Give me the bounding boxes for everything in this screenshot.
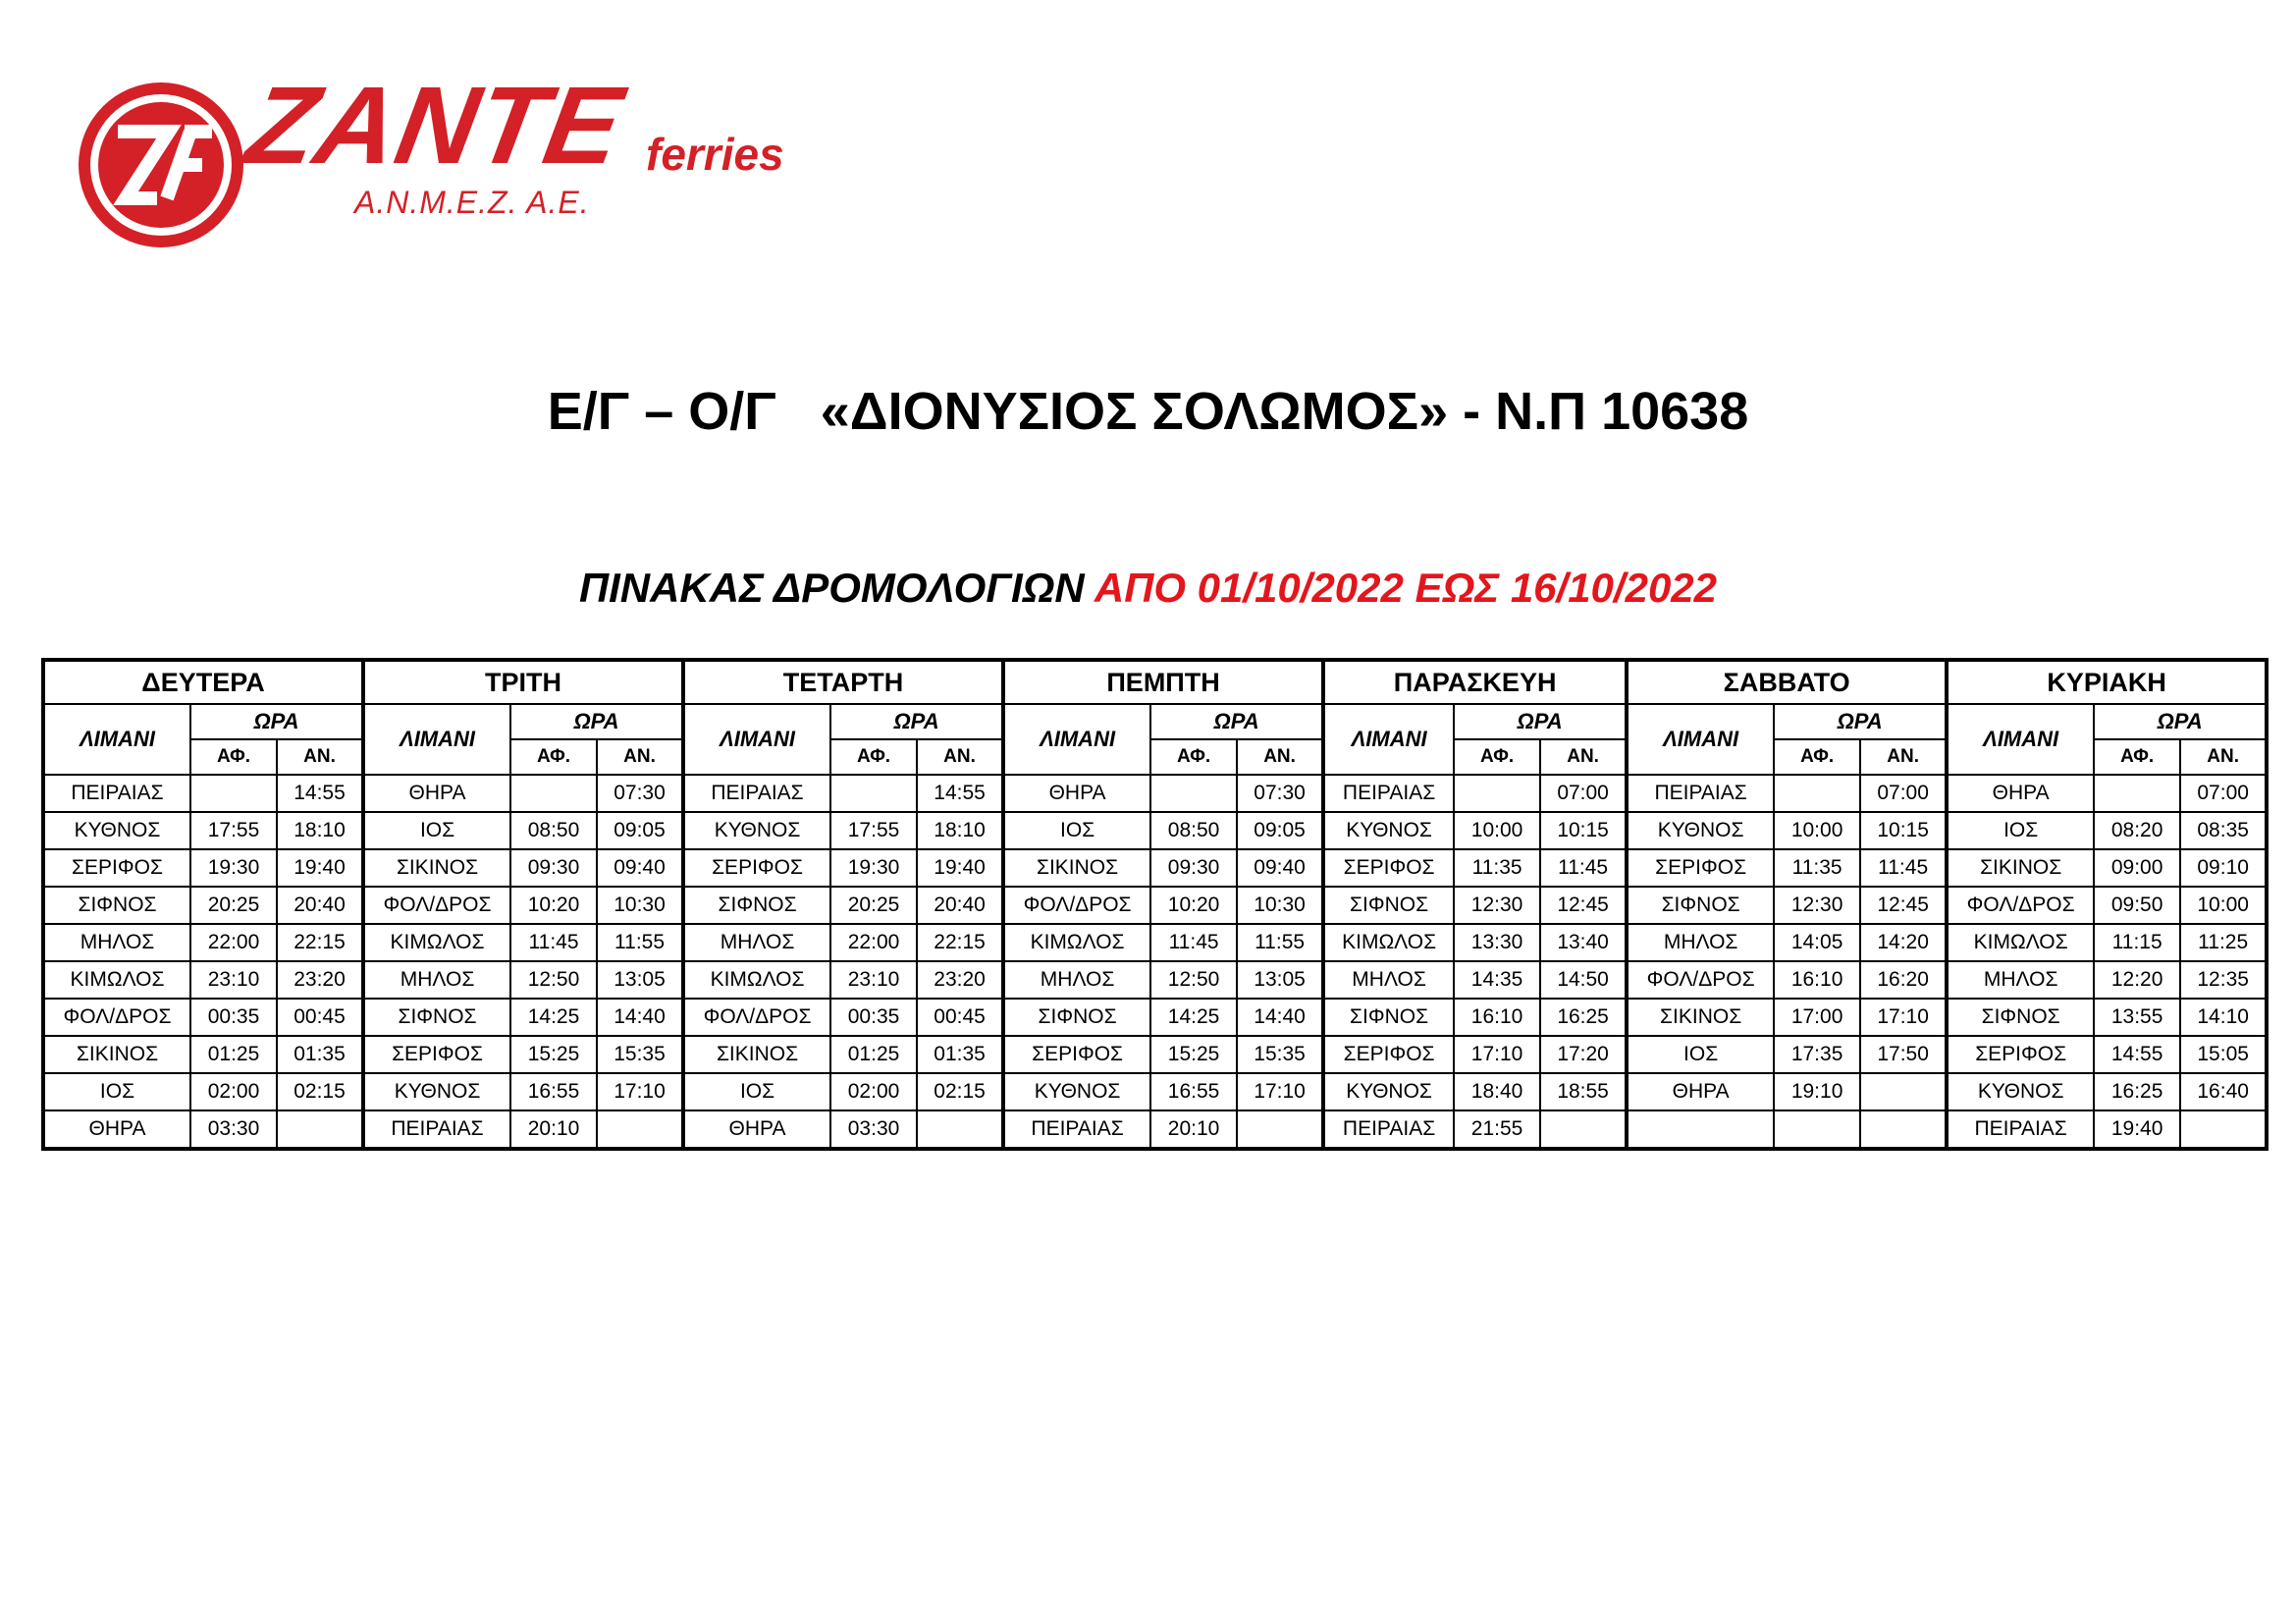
departure-cell: 16:55 <box>510 1073 597 1110</box>
departure-cell: 11:35 <box>1774 849 1860 887</box>
arrival-cell: 11:45 <box>1540 849 1627 887</box>
departure-cell: 17:10 <box>1454 1036 1540 1073</box>
arrival-cell: 11:25 <box>2180 924 2267 961</box>
arrival-cell: 07:30 <box>597 775 683 812</box>
arrival-cell: 11:55 <box>1237 924 1323 961</box>
arrival-cell: 23:20 <box>917 961 1003 999</box>
port-cell: ΠΕΙΡΑΙΑΣ <box>1323 1110 1454 1149</box>
zante-ferries-logo <box>75 64 840 255</box>
departure-cell <box>190 775 277 812</box>
arrival-cell: 20:40 <box>917 887 1003 924</box>
port-cell: ΣΕΡΙΦΟΣ <box>363 1036 510 1073</box>
arrival-cell: 10:15 <box>1860 812 1947 849</box>
table-row <box>43 887 2267 924</box>
arrival-cell: 08:35 <box>2180 812 2267 849</box>
arrival-cell: 15:35 <box>1237 1036 1323 1073</box>
departure-cell: 11:45 <box>1150 924 1237 961</box>
days-header-row <box>43 660 2267 704</box>
departure-cell: 20:25 <box>190 887 277 924</box>
arrival-cell: 02:15 <box>277 1073 363 1110</box>
arrival-cell <box>2180 1110 2267 1149</box>
port-cell: ΙΟΣ <box>1947 812 2094 849</box>
arrival-cell: 13:05 <box>1237 961 1323 999</box>
port-cell: ΘΗΡΑ <box>43 1110 190 1149</box>
port-cell: ΘΗΡΑ <box>363 775 510 812</box>
arrival-header: ΑΝ. <box>2180 739 2267 775</box>
arrival-cell <box>1860 1073 1947 1110</box>
arrival-cell: 12:45 <box>1540 887 1627 924</box>
port-cell: ΚΙΜΩΛΟΣ <box>43 961 190 999</box>
port-cell: ΜΗΛΟΣ <box>1323 961 1454 999</box>
arrival-cell: 16:25 <box>1540 999 1627 1036</box>
port-cell: ΣΙΦΝΟΣ <box>1003 999 1150 1036</box>
logo-wordmark: ZANTE <box>239 64 632 187</box>
departure-cell: 11:35 <box>1454 849 1540 887</box>
port-cell: ΚΥΘΝΟΣ <box>1003 1073 1150 1110</box>
departure-cell: 14:25 <box>1150 999 1237 1036</box>
departure-cell: 00:35 <box>830 999 917 1036</box>
arrival-cell: 13:40 <box>1540 924 1627 961</box>
port-cell: ΙΟΣ <box>1627 1036 1774 1073</box>
departure-cell: 01:25 <box>830 1036 917 1073</box>
departure-cell: 12:50 <box>1150 961 1237 999</box>
arrival-cell: 23:20 <box>277 961 363 999</box>
arrival-header: ΑΝ. <box>597 739 683 775</box>
port-cell: ΘΗΡΑ <box>1627 1073 1774 1110</box>
departure-cell: 17:55 <box>190 812 277 849</box>
time-header: ΩΡΑ <box>1774 704 1947 739</box>
departure-cell: 20:10 <box>510 1110 597 1149</box>
departure-header: ΑΦ. <box>190 739 277 775</box>
arrival-cell: 00:45 <box>917 999 1003 1036</box>
arrival-cell: 16:20 <box>1860 961 1947 999</box>
arrival-cell: 15:35 <box>597 1036 683 1073</box>
page-title: Ε/Γ – Ο/Γ «ΔΙΟΝΥΣΙΟΣ ΣΟΛΩΜΟΣ» - Ν.Π 10638 <box>547 382 1749 441</box>
arrival-cell: 07:00 <box>2180 775 2267 812</box>
port-cell: ΣΙΦΝΟΣ <box>1627 887 1774 924</box>
port-header: ΛΙΜΑΝΙ <box>43 704 190 775</box>
port-cell: ΣΙΚΙΝΟΣ <box>1627 999 1774 1036</box>
departure-cell: 21:55 <box>1454 1110 1540 1149</box>
departure-cell: 09:50 <box>2094 887 2180 924</box>
zf-emblem-icon <box>75 79 247 251</box>
day-header: ΤΕΤΑΡΤΗ <box>683 660 1003 704</box>
port-header: ΛΙΜΑΝΙ <box>1947 704 2094 775</box>
port-cell: ΚΥΘΝΟΣ <box>683 812 830 849</box>
arrival-cell: 14:55 <box>277 775 363 812</box>
departure-cell: 23:10 <box>190 961 277 999</box>
arrival-cell: 10:15 <box>1540 812 1627 849</box>
port-cell: ΦΟΛ/ΔΡΟΣ <box>683 999 830 1036</box>
arrival-cell: 20:40 <box>277 887 363 924</box>
departure-cell: 20:25 <box>830 887 917 924</box>
arrival-header: ΑΝ. <box>1540 739 1627 775</box>
arrival-cell: 14:55 <box>917 775 1003 812</box>
port-cell: ΣΙΦΝΟΣ <box>1323 887 1454 924</box>
port-cell: ΙΟΣ <box>1003 812 1150 849</box>
departure-cell: 09:00 <box>2094 849 2180 887</box>
arrival-cell <box>277 1110 363 1149</box>
arrival-cell: 19:40 <box>277 849 363 887</box>
departure-cell <box>1774 775 1860 812</box>
arrival-cell: 11:45 <box>1860 849 1947 887</box>
arrival-cell: 12:35 <box>2180 961 2267 999</box>
arrival-cell: 14:10 <box>2180 999 2267 1036</box>
port-cell: ΚΥΘΝΟΣ <box>363 1073 510 1110</box>
port-cell: ΙΟΣ <box>43 1073 190 1110</box>
port-cell: ΣΙΦΝΟΣ <box>683 887 830 924</box>
arrival-cell: 07:30 <box>1237 775 1323 812</box>
departure-cell: 01:25 <box>190 1036 277 1073</box>
port-cell: ΣΕΡΙΦΟΣ <box>1323 849 1454 887</box>
day-header: ΔΕΥΤΕΡΑ <box>43 660 363 704</box>
table-row <box>43 849 2267 887</box>
port-cell: ΣΙΦΝΟΣ <box>363 999 510 1036</box>
column-header-row <box>43 704 2267 739</box>
port-cell: ΠΕΙΡΑΙΑΣ <box>1003 1110 1150 1149</box>
departure-cell: 17:35 <box>1774 1036 1860 1073</box>
departure-header: ΑΦ. <box>1454 739 1540 775</box>
departure-cell: 02:00 <box>190 1073 277 1110</box>
arrival-cell: 14:20 <box>1860 924 1947 961</box>
arrival-cell: 17:10 <box>1860 999 1947 1036</box>
arrival-cell: 10:30 <box>1237 887 1323 924</box>
arrival-header: ΑΝ. <box>1237 739 1323 775</box>
departure-cell: 02:00 <box>830 1073 917 1110</box>
departure-cell: 12:20 <box>2094 961 2180 999</box>
port-cell: ΚΥΘΝΟΣ <box>43 812 190 849</box>
departure-cell <box>1774 1110 1860 1149</box>
departure-cell: 08:50 <box>1150 812 1237 849</box>
port-cell: ΘΗΡΑ <box>683 1110 830 1149</box>
departure-cell: 10:00 <box>1774 812 1860 849</box>
port-cell: ΣΙΚΙΝΟΣ <box>1947 849 2094 887</box>
departure-cell: 15:25 <box>1150 1036 1237 1073</box>
port-cell: ΣΕΡΙΦΟΣ <box>1947 1036 2094 1073</box>
arrival-cell: 09:40 <box>1237 849 1323 887</box>
departure-cell: 10:20 <box>510 887 597 924</box>
arrival-cell: 18:10 <box>277 812 363 849</box>
port-cell: ΚΙΜΩΛΟΣ <box>1947 924 2094 961</box>
departure-cell: 03:30 <box>830 1110 917 1149</box>
port-cell: ΣΙΦΝΟΣ <box>1947 999 2094 1036</box>
departure-cell <box>2094 775 2180 812</box>
table-row <box>43 1073 2267 1110</box>
port-header: ΛΙΜΑΝΙ <box>363 704 510 775</box>
port-cell: ΜΗΛΟΣ <box>683 924 830 961</box>
arrival-cell: 02:15 <box>917 1073 1003 1110</box>
port-cell: ΜΗΛΟΣ <box>43 924 190 961</box>
table-row <box>43 999 2267 1036</box>
subtitle-period: ΑΠΟ 01/10/2022 ΕΩΣ 16/10/2022 <box>1094 565 1718 611</box>
departure-cell: 12:30 <box>1454 887 1540 924</box>
port-cell: ΣΕΡΙΦΟΣ <box>1627 849 1774 887</box>
departure-cell: 22:00 <box>190 924 277 961</box>
port-cell: ΣΕΡΙΦΟΣ <box>43 849 190 887</box>
port-cell: ΙΟΣ <box>683 1073 830 1110</box>
departure-cell: 11:15 <box>2094 924 2180 961</box>
departure-cell: 10:20 <box>1150 887 1237 924</box>
arrival-cell: 07:00 <box>1860 775 1947 812</box>
departure-cell: 12:30 <box>1774 887 1860 924</box>
arrival-cell: 18:55 <box>1540 1073 1627 1110</box>
arrival-cell: 07:00 <box>1540 775 1627 812</box>
arrival-cell: 17:10 <box>597 1073 683 1110</box>
time-header: ΩΡΑ <box>510 704 683 739</box>
departure-header: ΑΦ. <box>1150 739 1237 775</box>
table-row <box>43 961 2267 999</box>
port-cell: ΚΙΜΩΛΟΣ <box>1003 924 1150 961</box>
day-header: ΚΥΡΙΑΚΗ <box>1947 660 2267 704</box>
day-header: ΠΕΜΠΤΗ <box>1003 660 1323 704</box>
departure-cell: 18:40 <box>1454 1073 1540 1110</box>
port-cell: ΦΟΛ/ΔΡΟΣ <box>1003 887 1150 924</box>
departure-cell: 03:30 <box>190 1110 277 1149</box>
port-cell: ΦΟΛ/ΔΡΟΣ <box>1627 961 1774 999</box>
day-header: ΠΑΡΑΣΚΕΥΗ <box>1323 660 1627 704</box>
departure-cell: 16:10 <box>1774 961 1860 999</box>
departure-header: ΑΦ. <box>830 739 917 775</box>
port-cell: ΣΙΚΙΝΟΣ <box>683 1036 830 1073</box>
arrival-cell <box>597 1110 683 1149</box>
port-cell: ΣΕΡΙΦΟΣ <box>683 849 830 887</box>
arrival-cell: 10:00 <box>2180 887 2267 924</box>
port-cell: ΚΙΜΩΛΟΣ <box>363 924 510 961</box>
port-cell: ΣΕΡΙΦΟΣ <box>1003 1036 1150 1073</box>
schedule-subtitle <box>0 565 2296 612</box>
arrival-cell: 13:05 <box>597 961 683 999</box>
departure-cell: 10:00 <box>1454 812 1540 849</box>
port-cell: ΙΟΣ <box>363 812 510 849</box>
departure-cell: 13:30 <box>1454 924 1540 961</box>
departure-cell: 13:55 <box>2094 999 2180 1036</box>
departure-cell: 19:40 <box>2094 1110 2180 1149</box>
arrival-cell: 22:15 <box>917 924 1003 961</box>
subtitle-prefix: ΠΙΝΑΚΑΣ ΔΡΟΜΟΛΟΓΙΩΝ <box>578 565 1095 611</box>
arrival-cell: 11:55 <box>597 924 683 961</box>
port-cell: ΜΗΛΟΣ <box>1947 961 2094 999</box>
day-header: ΤΡΙΤΗ <box>363 660 683 704</box>
departure-cell: 22:00 <box>830 924 917 961</box>
departure-cell: 14:25 <box>510 999 597 1036</box>
departure-cell <box>830 775 917 812</box>
departure-header: ΑΦ. <box>1774 739 1860 775</box>
departure-header: ΑΦ. <box>510 739 597 775</box>
schedule-table <box>41 658 2269 1151</box>
arrival-cell: 17:50 <box>1860 1036 1947 1073</box>
port-cell: ΣΙΦΝΟΣ <box>1323 999 1454 1036</box>
arrival-cell: 01:35 <box>917 1036 1003 1073</box>
port-cell: ΘΗΡΑ <box>1947 775 2094 812</box>
port-header: ΛΙΜΑΝΙ <box>1003 704 1150 775</box>
time-header: ΩΡΑ <box>2094 704 2267 739</box>
day-header: ΣΑΒΒΑΤΟ <box>1627 660 1947 704</box>
table-row <box>43 1110 2267 1149</box>
logo-ferries: ferries <box>646 129 784 180</box>
arrival-cell: 09:05 <box>597 812 683 849</box>
departure-header: ΑΦ. <box>2094 739 2180 775</box>
time-header: ΩΡΑ <box>1150 704 1323 739</box>
port-cell: ΠΕΙΡΑΙΑΣ <box>43 775 190 812</box>
table-row <box>43 812 2267 849</box>
departure-cell: 14:05 <box>1774 924 1860 961</box>
arrival-cell: 01:35 <box>277 1036 363 1073</box>
arrival-cell: 14:40 <box>1237 999 1323 1036</box>
port-cell: ΠΕΙΡΑΙΑΣ <box>683 775 830 812</box>
port-cell: ΣΙΚΙΝΟΣ <box>1003 849 1150 887</box>
port-cell: ΚΙΜΩΛΟΣ <box>1323 924 1454 961</box>
port-header: ΛΙΜΑΝΙ <box>683 704 830 775</box>
port-cell: ΠΕΙΡΑΙΑΣ <box>363 1110 510 1149</box>
departure-cell <box>510 775 597 812</box>
departure-cell: 09:30 <box>510 849 597 887</box>
port-cell: ΚΙΜΩΛΟΣ <box>683 961 830 999</box>
arrival-header: ΑΝ. <box>277 739 363 775</box>
time-header: ΩΡΑ <box>830 704 1003 739</box>
arrival-cell: 00:45 <box>277 999 363 1036</box>
port-cell <box>1627 1110 1774 1149</box>
arrival-cell: 10:30 <box>597 887 683 924</box>
arrival-cell: 14:50 <box>1540 961 1627 999</box>
departure-cell: 16:25 <box>2094 1073 2180 1110</box>
port-header: ΛΙΜΑΝΙ <box>1627 704 1774 775</box>
port-cell: ΦΟΛ/ΔΡΟΣ <box>363 887 510 924</box>
departure-cell: 15:25 <box>510 1036 597 1073</box>
port-cell: ΜΗΛΟΣ <box>1627 924 1774 961</box>
port-cell: ΣΙΚΙΝΟΣ <box>43 1036 190 1073</box>
departure-cell: 11:45 <box>510 924 597 961</box>
arrival-cell: 16:40 <box>2180 1073 2267 1110</box>
arrival-cell: 18:10 <box>917 812 1003 849</box>
port-cell: ΠΕΙΡΑΙΑΣ <box>1627 775 1774 812</box>
port-cell: ΠΕΙΡΑΙΑΣ <box>1323 775 1454 812</box>
departure-cell: 08:50 <box>510 812 597 849</box>
departure-cell: 17:00 <box>1774 999 1860 1036</box>
table-row <box>43 775 2267 812</box>
departure-cell: 16:10 <box>1454 999 1540 1036</box>
time-header: ΩΡΑ <box>1454 704 1627 739</box>
port-cell: ΘΗΡΑ <box>1003 775 1150 812</box>
logo-company: Α.Ν.Μ.Ε.Ζ. Α.Ε. <box>354 185 590 220</box>
arrival-cell: 22:15 <box>277 924 363 961</box>
port-cell: ΜΗΛΟΣ <box>1003 961 1150 999</box>
arrival-header: ΑΝ. <box>917 739 1003 775</box>
arrival-cell: 12:45 <box>1860 887 1947 924</box>
departure-cell: 08:20 <box>2094 812 2180 849</box>
port-cell: ΦΟΛ/ΔΡΟΣ <box>43 999 190 1036</box>
arrival-cell <box>1860 1110 1947 1149</box>
port-cell: ΣΙΦΝΟΣ <box>43 887 190 924</box>
port-cell: ΣΙΚΙΝΟΣ <box>363 849 510 887</box>
departure-cell: 09:30 <box>1150 849 1237 887</box>
arrival-cell: 09:05 <box>1237 812 1323 849</box>
arrival-cell: 17:10 <box>1237 1073 1323 1110</box>
departure-cell: 20:10 <box>1150 1110 1237 1149</box>
arrival-header: ΑΝ. <box>1860 739 1947 775</box>
departure-cell: 19:30 <box>190 849 277 887</box>
departure-cell: 16:55 <box>1150 1073 1237 1110</box>
departure-cell: 14:55 <box>2094 1036 2180 1073</box>
arrival-cell: 09:40 <box>597 849 683 887</box>
departure-cell: 19:10 <box>1774 1073 1860 1110</box>
departure-cell: 14:35 <box>1454 961 1540 999</box>
departure-cell: 12:50 <box>510 961 597 999</box>
arrival-cell: 15:05 <box>2180 1036 2267 1073</box>
time-header: ΩΡΑ <box>190 704 363 739</box>
departure-cell <box>1150 775 1237 812</box>
table-row <box>43 924 2267 961</box>
arrival-cell: 09:10 <box>2180 849 2267 887</box>
port-cell: ΚΥΘΝΟΣ <box>1627 812 1774 849</box>
port-cell: ΠΕΙΡΑΙΑΣ <box>1947 1110 2094 1149</box>
port-cell: ΜΗΛΟΣ <box>363 961 510 999</box>
arrival-cell: 14:40 <box>597 999 683 1036</box>
port-cell: ΚΥΘΝΟΣ <box>1323 812 1454 849</box>
port-header: ΛΙΜΑΝΙ <box>1323 704 1454 775</box>
port-cell: ΚΥΘΝΟΣ <box>1323 1073 1454 1110</box>
arrival-cell: 17:20 <box>1540 1036 1627 1073</box>
arrival-cell <box>1237 1110 1323 1149</box>
departure-cell: 19:30 <box>830 849 917 887</box>
table-row <box>43 1036 2267 1073</box>
port-cell: ΣΕΡΙΦΟΣ <box>1323 1036 1454 1073</box>
port-cell: ΦΟΛ/ΔΡΟΣ <box>1947 887 2094 924</box>
arrival-cell: 19:40 <box>917 849 1003 887</box>
arrival-cell <box>917 1110 1003 1149</box>
arrival-cell <box>1540 1110 1627 1149</box>
port-cell: ΚΥΘΝΟΣ <box>1947 1073 2094 1110</box>
departure-cell <box>1454 775 1540 812</box>
departure-cell: 00:35 <box>190 999 277 1036</box>
departure-cell: 23:10 <box>830 961 917 999</box>
departure-cell: 17:55 <box>830 812 917 849</box>
